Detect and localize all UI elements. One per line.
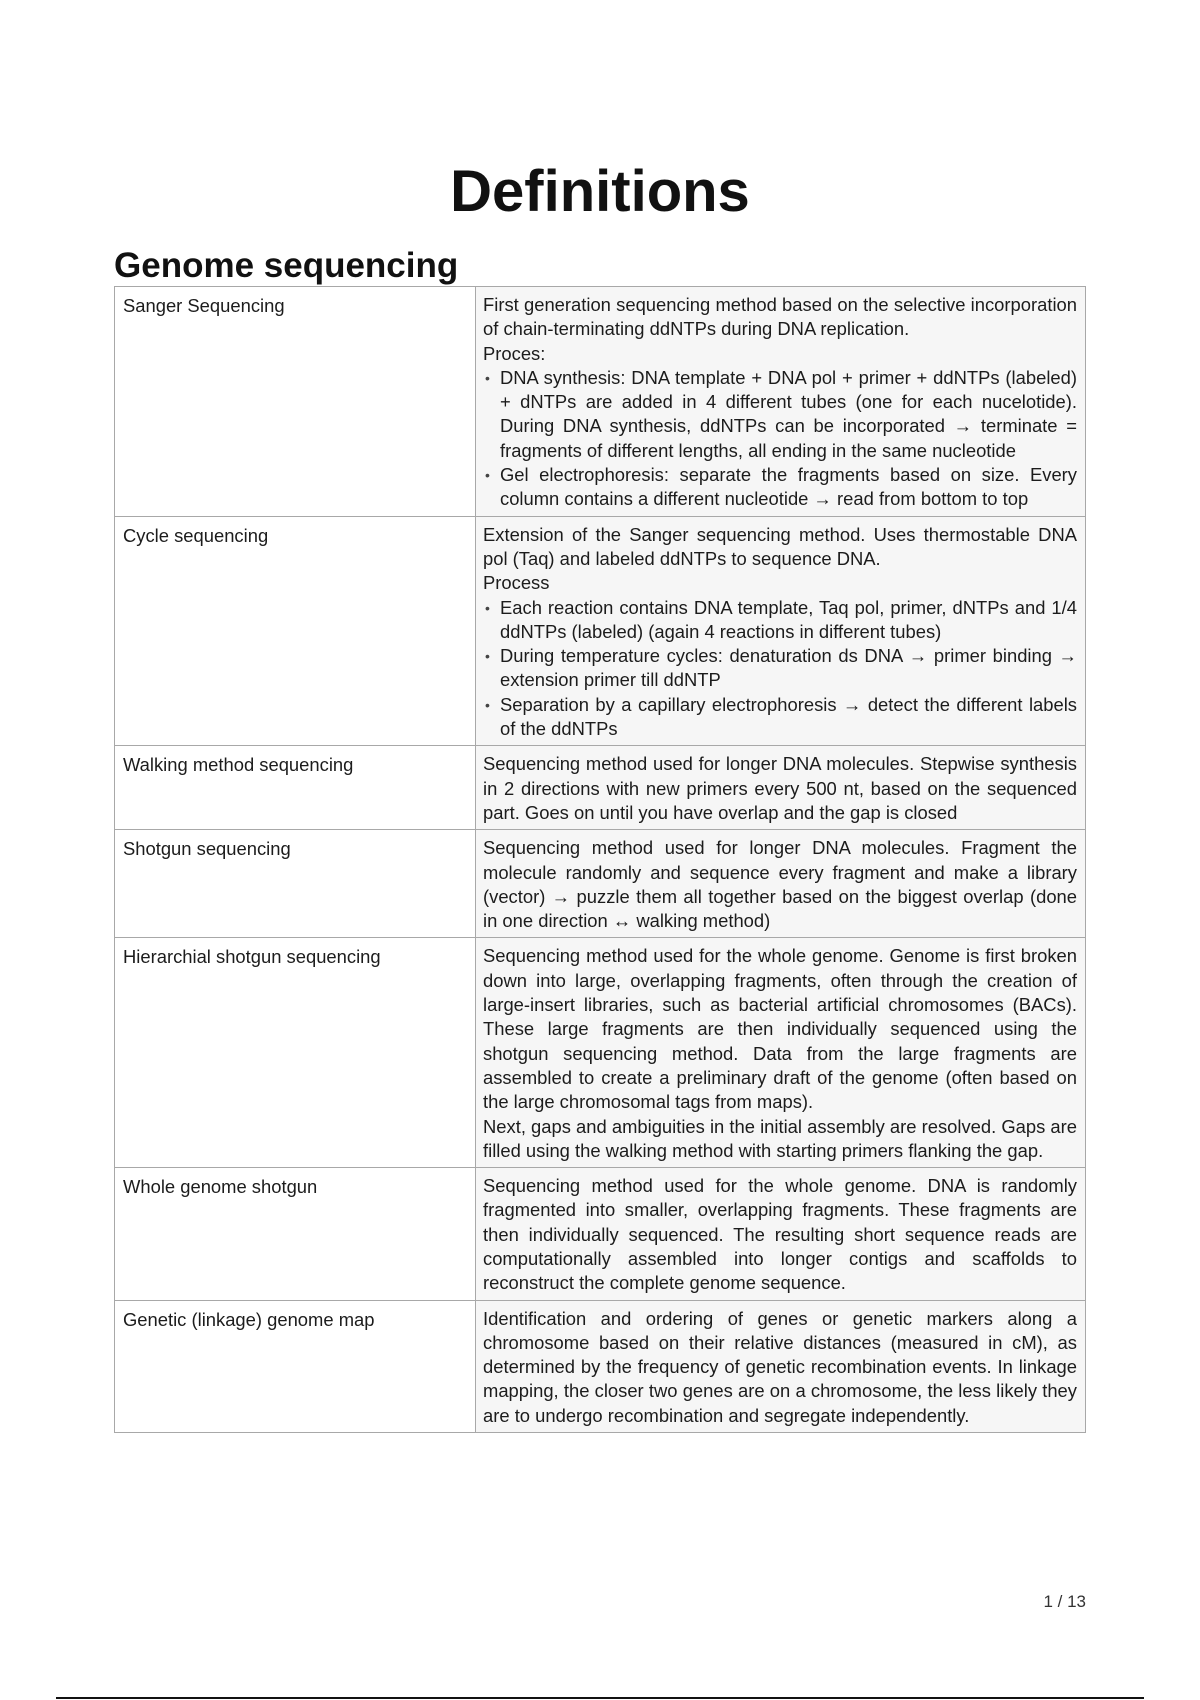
term-cell: Whole genome shotgun	[115, 1168, 476, 1300]
definition-cell	[476, 1300, 1086, 1432]
term-cell: Sanger Sequencing	[115, 287, 476, 517]
table-row	[115, 516, 1086, 746]
definition-cell	[476, 516, 1086, 746]
term-cell: Cycle sequencing	[115, 516, 476, 746]
table-row	[115, 830, 1086, 938]
term-cell: Shotgun sequencing	[115, 830, 476, 938]
list-item: • Each reaction contains DNA template, Taq pol, primer, dNTPs and 1/4 ddNTPs (labeled) (again 4 reactions in different tubes)	[483, 596, 1077, 645]
section-heading: Genome sequencing	[114, 246, 459, 286]
definition-text: Sequencing method used for longer DNA molecules. Fragment the molecule randomly and sequence every fragment and make a library (vector) → puzzle them all together based on the biggest overlap (done in one direction ↔ walking method)	[483, 837, 1077, 932]
table-row	[115, 1168, 1086, 1300]
term-cell: Walking method sequencing	[115, 746, 476, 830]
page-title: Definitions	[450, 158, 750, 224]
definition-cell	[476, 287, 1086, 517]
page-divider	[56, 1697, 1144, 1699]
bullet-list	[483, 596, 1077, 742]
list-item: • During temperature cycles: denaturation ds DNA → primer binding → extension primer till ddNTP	[483, 644, 1077, 693]
process-label: Proces:	[483, 342, 546, 364]
page-number: 1 / 13	[1043, 1592, 1086, 1611]
table-row	[115, 1300, 1086, 1432]
definition-text: Identification and ordering of genes or genetic markers along a chromosome based on their relative distances (measured in cM), as determined by the frequency of genetic recombination events. In linkage mapping, the closer two genes are on a chromosome, the less likely they are to undergo recombination and segregate independently.	[483, 1307, 1077, 1426]
definition-cell	[476, 830, 1086, 938]
bullet-list	[483, 366, 1077, 512]
definition-text: Sequencing method used for the whole genome. Genome is first broken down into large, overlapping fragments, often through the creation of large-insert libraries, such as bacterial artificial chromosomes (BACs). These large fragments are then individually sequenced using the shotgun sequencing method. Data from the large fragments are assembled to create a preliminary draft of the genome (often based on the large chromosomal tags from maps).	[483, 945, 1077, 1113]
definition-text: Sequencing method used for longer DNA molecules. Stepwise synthesis in 2 directions with new primers every 500 nt, based on the sequenced part. Goes on until you have overlap and the gap is closed	[483, 753, 1077, 823]
definitions-table	[114, 286, 1086, 1433]
process-label: Process	[483, 572, 550, 594]
definition-text: Extension of the Sanger sequencing method. Uses thermostable DNA pol (Taq) and labeled ddNTPs to sequence DNA.	[483, 523, 1077, 569]
definition-text-continued: Next, gaps and ambiguities in the initial assembly are resolved. Gaps are filled using the walking method with starting primers flanking the gap.	[483, 1115, 1077, 1161]
definition-cell	[476, 1168, 1086, 1300]
table-row	[115, 746, 1086, 830]
definition-text: Sequencing method used for the whole genome. DNA is randomly fragmented into smaller, overlapping fragments. These fragments are then individually sequenced. The resulting short sequence reads are computationally assembled into longer contigs and scaffolds to reconstruct the complete genome sequence.	[483, 1175, 1077, 1294]
table-row	[115, 938, 1086, 1168]
list-item: • Separation by a capillary electrophoresis → detect the different labels of the ddNTPs	[483, 693, 1077, 742]
term-cell: Hierarchial shotgun sequencing	[115, 938, 476, 1168]
definition-cell	[476, 746, 1086, 830]
list-item: • Gel electrophoresis: separate the fragments based on size. Every column contains a different nucleotide → read from bottom to top	[483, 463, 1077, 512]
definition-text: First generation sequencing method based on the selective incorporation of chain-terminating ddNTPs during DNA replication.	[483, 294, 1077, 340]
definition-cell	[476, 938, 1086, 1168]
table-row	[115, 287, 1086, 517]
term-cell: Genetic (linkage) genome map	[115, 1300, 476, 1432]
list-item: • DNA synthesis: DNA template + DNA pol + primer + ddNTPs (labeled) + dNTPs are added in 4 different tubes (one for each nucelotide). During DNA synthesis, ddNTPs can be incorporated → terminate = fragments of different lengths, all ending in the same nucleotide	[483, 366, 1077, 463]
